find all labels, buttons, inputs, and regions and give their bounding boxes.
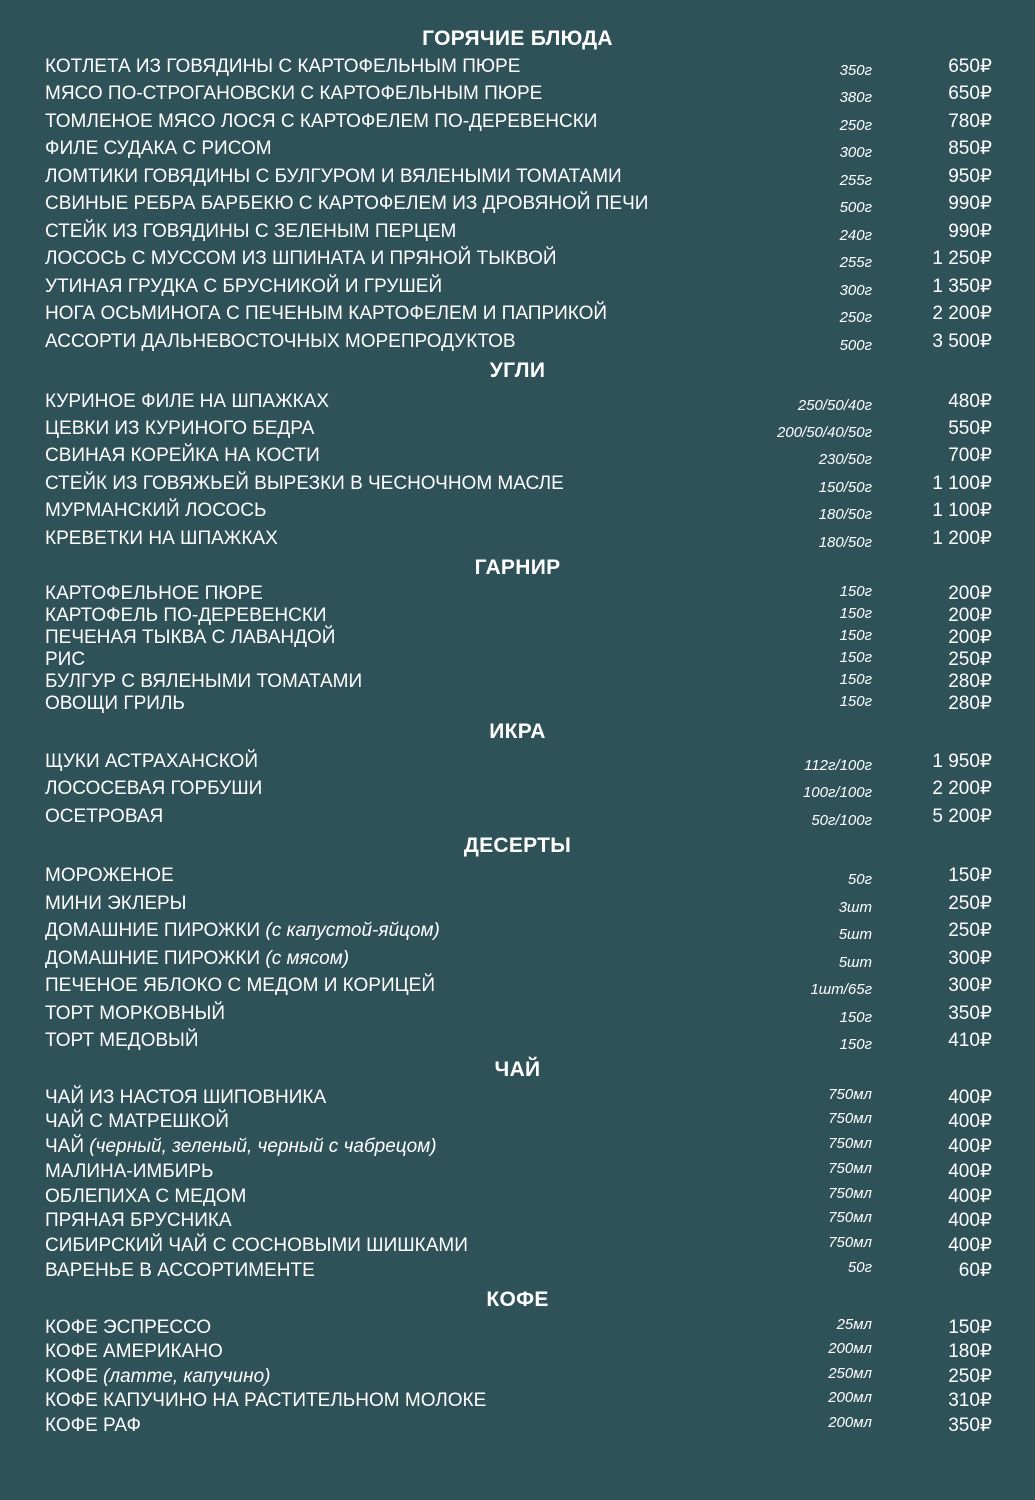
- item-price: 780₽: [948, 111, 992, 132]
- item-weight: 250/50/40г: [797, 397, 872, 414]
- item-price: 250₽: [948, 1366, 992, 1387]
- item-price: 1 250₽: [932, 248, 992, 269]
- item-name-text: ЧАЙ: [45, 1136, 84, 1157]
- item-price: 1 950₽: [932, 751, 992, 772]
- item-name: [45, 165, 622, 189]
- item-name: [45, 692, 185, 716]
- item-weight: 500г: [839, 337, 872, 354]
- item-weight: 150/50г: [818, 479, 872, 496]
- item-price: 60₽: [958, 1260, 992, 1281]
- menu-item: [0, 444, 1035, 468]
- item-price: 1 200₽: [932, 528, 992, 549]
- section-title-grill: УГЛИ: [489, 359, 546, 382]
- item-weight: 180/50г: [818, 506, 872, 523]
- item-price: 300₽: [948, 975, 992, 996]
- item-weight: 750мл: [828, 1160, 872, 1177]
- item-weight: 150г: [839, 649, 872, 666]
- item-price: 1 100₽: [932, 500, 992, 521]
- item-weight: 200мл: [828, 1414, 872, 1431]
- section-title-caviar: ИКРА: [489, 720, 546, 743]
- item-name-text: ДОМАШНИЕ ПИРОЖКИ: [45, 948, 261, 969]
- item-name: [45, 417, 314, 441]
- menu-item: [0, 247, 1035, 271]
- item-weight: 750мл: [828, 1234, 872, 1251]
- item-name: [45, 670, 362, 694]
- item-name-text: ЧАЙ ИЗ НАСТОЯ ШИПОВНИКА: [45, 1087, 327, 1108]
- menu-item: [0, 1160, 1035, 1184]
- item-weight: 300г: [839, 144, 872, 161]
- item-price: 990₽: [948, 221, 992, 242]
- item-weight: 150г: [839, 671, 872, 688]
- item-name-text: ПЕЧЕНОЕ ЯБЛОКО С МЕДОМ И КОРИЦЕЙ: [45, 975, 436, 996]
- item-name-text: ДОМАШНИЕ ПИРОЖКИ: [45, 920, 261, 941]
- menu-item: [0, 892, 1035, 916]
- item-name-text: ФИЛЕ СУДАКА С РИСОМ: [45, 138, 272, 159]
- item-weight: 750мл: [828, 1110, 872, 1127]
- section-title-hot-dishes: ГОРЯЧИЕ БЛЮДА: [422, 27, 613, 50]
- item-price: 400₽: [948, 1136, 992, 1157]
- item-name-text: ОСЕТРОВАЯ: [45, 806, 164, 827]
- item-name-text: КОФЕ РАФ: [45, 1415, 141, 1436]
- item-name-text: МАЛИНА-ИМБИРЬ: [45, 1161, 214, 1182]
- menu-item: [0, 1316, 1035, 1340]
- item-name: [45, 864, 174, 888]
- item-price: 3 500₽: [932, 331, 992, 352]
- item-name: [45, 1185, 246, 1209]
- menu-item: [0, 110, 1035, 134]
- item-weight: 3шт: [838, 899, 872, 916]
- item-name-text: КУРИНОЕ ФИЛЕ НА ШПАЖКАХ: [45, 391, 330, 412]
- item-note: (латте, капучино): [103, 1366, 271, 1387]
- item-name-text: ПЕЧЕНАЯ ТЫКВА С ЛАВАНДОЙ: [45, 627, 336, 648]
- item-name: [45, 777, 262, 801]
- menu-item: [0, 1135, 1035, 1159]
- item-name-text: СТЕЙК ИЗ ГОВЯДИНЫ С ЗЕЛЕНЫМ ПЕРЦЕМ: [45, 221, 457, 242]
- item-name: [45, 1002, 225, 1026]
- item-name: [45, 582, 263, 606]
- item-name: [45, 444, 320, 468]
- item-weight: 750мл: [828, 1209, 872, 1226]
- item-price: 150₽: [948, 865, 992, 886]
- item-name: [45, 805, 163, 829]
- section-title-coffee: КОФЕ: [486, 1288, 549, 1311]
- item-weight: 5шт: [838, 954, 872, 971]
- menu-item: [0, 527, 1035, 551]
- item-name: [45, 1316, 211, 1340]
- item-name: [45, 499, 266, 523]
- item-name-text: ТОРТ МЕДОВЫЙ: [45, 1030, 199, 1051]
- item-price: 300₽: [948, 948, 992, 969]
- menu-item: [0, 1259, 1035, 1283]
- item-weight: 25мл: [836, 1316, 872, 1333]
- item-name: [45, 390, 329, 414]
- menu-item: [0, 472, 1035, 496]
- item-weight: 500г: [839, 199, 872, 216]
- menu-item: [0, 750, 1035, 774]
- item-price: 700₽: [948, 445, 992, 466]
- item-price: 280₽: [948, 693, 992, 714]
- item-weight: 380г: [839, 89, 872, 106]
- item-name-text: СТЕЙК ИЗ ГОВЯЖЬЕЙ ВЫРЕЗКИ В ЧЕСНОЧНОМ МАСЛЕ: [45, 473, 564, 494]
- item-weight: 255г: [839, 254, 872, 271]
- item-name-text: ЛОСОСЬ С МУССОМ ИЗ ШПИНАТА И ПРЯНОЙ ТЫКВОЙ: [45, 248, 557, 269]
- item-name: [45, 1365, 270, 1389]
- menu-item: [0, 1340, 1035, 1364]
- item-name-text: МЯСО ПО-СТРОГАНОВСКИ С КАРТОФЕЛЬНЫМ ПЮРЕ: [45, 83, 543, 104]
- menu-item: [0, 947, 1035, 971]
- item-name: [45, 192, 648, 216]
- item-name: [45, 275, 442, 299]
- item-weight: 5шт: [838, 926, 872, 943]
- item-name-text: МИНИ ЭКЛЕРЫ: [45, 893, 187, 914]
- menu-item: [0, 974, 1035, 998]
- item-weight: 750мл: [828, 1086, 872, 1103]
- item-name-text: КОФЕ ЭСПРЕССО: [45, 1317, 212, 1338]
- item-name: [45, 1414, 141, 1438]
- item-name: [45, 330, 516, 354]
- item-name: [45, 947, 349, 971]
- item-price: 400₽: [948, 1186, 992, 1207]
- menu-item: [0, 777, 1035, 801]
- item-weight: 250г: [839, 117, 872, 134]
- item-name-text: ОВОЩИ ГРИЛЬ: [45, 693, 185, 714]
- item-price: 480₽: [948, 391, 992, 412]
- menu-item: [0, 1029, 1035, 1053]
- item-name-text: КОФЕ АМЕРИКАНО: [45, 1341, 223, 1362]
- item-price: 5 200₽: [932, 806, 992, 827]
- item-name-text: НОГА ОСЬМИНОГА С ПЕЧЕНЫМ КАРТОФЕЛЕМ И ПАПРИКОЙ: [45, 303, 608, 324]
- item-name-text: ПРЯНАЯ БРУСНИКА: [45, 1210, 232, 1231]
- menu-item: [0, 220, 1035, 244]
- item-weight: 150г: [839, 1036, 872, 1053]
- menu-item: [0, 1209, 1035, 1233]
- item-price: 200₽: [948, 583, 992, 604]
- item-price: 400₽: [948, 1210, 992, 1231]
- item-weight: 150г: [839, 627, 872, 644]
- menu-item: [0, 805, 1035, 829]
- item-price: 350₽: [948, 1003, 992, 1024]
- menu-item: [0, 165, 1035, 189]
- item-name-text: КАРТОФЕЛЬНОЕ ПЮРЕ: [45, 583, 263, 604]
- item-name: [45, 648, 85, 672]
- item-name-text: ЛОМТИКИ ГОВЯДИНЫ С БУЛГУРОМ И ВЯЛЕНЫМИ ТОМАТАМИ: [45, 166, 622, 187]
- item-name: [45, 82, 542, 106]
- item-name-text: ТОМЛЕНОЕ МЯСО ЛОСЯ С КАРТОФЕЛЕМ ПО-ДЕРЕВЕНСКИ: [45, 111, 598, 132]
- item-weight: 300г: [839, 282, 872, 299]
- item-name-text: СВИНЫЕ РЕБРА БАРБЕКЮ С КАРТОФЕЛЕМ ИЗ ДРОВЯНОЙ ПЕЧИ: [45, 193, 649, 214]
- menu-item: [0, 1234, 1035, 1258]
- item-price: 350₽: [948, 1415, 992, 1436]
- menu-item: [0, 55, 1035, 79]
- item-note: (с мясом): [265, 948, 350, 969]
- item-name: [45, 137, 272, 161]
- item-price: 200₽: [948, 605, 992, 626]
- item-price: 310₽: [948, 1390, 992, 1411]
- menu-item: [0, 499, 1035, 523]
- item-name-text: МОРОЖЕНОЕ: [45, 865, 174, 886]
- menu-item: [0, 417, 1035, 441]
- item-name-text: ОБЛЕПИХА С МЕДОМ: [45, 1186, 247, 1207]
- menu-item: [0, 390, 1035, 414]
- item-name: [45, 1234, 468, 1258]
- item-name-text: ТОРТ МОРКОВНЫЙ: [45, 1003, 226, 1024]
- item-price: 280₽: [948, 671, 992, 692]
- item-name: [45, 1209, 232, 1233]
- item-name: [45, 1340, 223, 1364]
- item-weight: 100г/100г: [802, 784, 872, 801]
- item-weight: 230/50г: [818, 451, 872, 468]
- menu-item: [0, 1365, 1035, 1389]
- item-weight: 250мл: [828, 1365, 872, 1382]
- item-note: (с капустой-яйцом): [265, 920, 440, 941]
- item-price: 1 350₽: [932, 276, 992, 297]
- item-weight: 750мл: [828, 1185, 872, 1202]
- item-weight: 1шт/65г: [810, 981, 872, 998]
- item-name: [45, 1086, 326, 1110]
- item-name: [45, 750, 258, 774]
- item-weight: 200мл: [828, 1389, 872, 1406]
- item-price: 650₽: [948, 56, 992, 77]
- menu-item: [0, 582, 1035, 606]
- item-name: [45, 604, 327, 628]
- menu-item: [0, 275, 1035, 299]
- menu-item: [0, 330, 1035, 354]
- menu-item: [0, 1110, 1035, 1134]
- item-name: [45, 919, 440, 943]
- item-price: 250₽: [948, 649, 992, 670]
- item-name-text: БУЛГУР С ВЯЛЕНЫМИ ТОМАТАМИ: [45, 671, 363, 692]
- section-title-tea: ЧАЙ: [494, 1058, 541, 1081]
- item-name-text: КОФЕ: [45, 1366, 98, 1387]
- item-weight: 150г: [839, 693, 872, 710]
- item-price: 950₽: [948, 166, 992, 187]
- menu-item: [0, 864, 1035, 888]
- menu-item: [0, 604, 1035, 628]
- item-name-text: АССОРТИ ДАЛЬНЕВОСТОЧНЫХ МОРЕПРОДУКТОВ: [45, 331, 516, 352]
- item-weight: 50г: [847, 1259, 872, 1276]
- menu-item: [0, 648, 1035, 672]
- item-name-text: СВИНАЯ КОРЕЙКА НА КОСТИ: [45, 445, 320, 466]
- item-price: 200₽: [948, 627, 992, 648]
- menu-item: [0, 137, 1035, 161]
- item-name: [45, 892, 187, 916]
- item-name-text: КРЕВЕТКИ НА ШПАЖКАХ: [45, 528, 278, 549]
- item-price: 410₽: [948, 1030, 992, 1051]
- item-name-text: ЩУКИ АСТРАХАНСКОЙ: [45, 751, 258, 772]
- item-weight: 150г: [839, 583, 872, 600]
- item-weight: 240г: [839, 227, 872, 244]
- item-weight: 750мл: [828, 1135, 872, 1152]
- menu-item: [0, 1185, 1035, 1209]
- menu-item: [0, 1002, 1035, 1026]
- item-name: [45, 220, 456, 244]
- item-name-text: СИБИРСКИЙ ЧАЙ С СОСНОВЫМИ ШИШКАМИ: [45, 1235, 468, 1256]
- item-name-text: ЦЕВКИ ИЗ КУРИНОГО БЕДРА: [45, 418, 315, 439]
- item-weight: 50г: [847, 871, 872, 888]
- item-name-text: КОФЕ КАПУЧИНО НА РАСТИТЕЛЬНОМ МОЛОКЕ: [45, 1390, 487, 1411]
- item-weight: 150г: [839, 1009, 872, 1026]
- menu-item: [0, 670, 1035, 694]
- item-name: [45, 1259, 315, 1283]
- item-price: 400₽: [948, 1087, 992, 1108]
- item-weight: 250г: [839, 309, 872, 326]
- item-weight: 112г/100г: [804, 757, 872, 774]
- menu-item: [0, 82, 1035, 106]
- item-price: 990₽: [948, 193, 992, 214]
- item-name-text: РИС: [45, 649, 86, 670]
- item-weight: 50г/100г: [811, 812, 872, 829]
- item-name: [45, 1160, 214, 1184]
- menu-item: [0, 1389, 1035, 1413]
- item-name: [45, 1029, 199, 1053]
- item-name: [45, 1135, 437, 1159]
- menu-item: [0, 1414, 1035, 1438]
- item-price: 2 200₽: [932, 303, 992, 324]
- item-price: 2 200₽: [932, 778, 992, 799]
- item-price: 650₽: [948, 83, 992, 104]
- item-name: [45, 55, 520, 79]
- item-name: [45, 472, 564, 496]
- item-price: 850₽: [948, 138, 992, 159]
- item-weight: 255г: [839, 172, 872, 189]
- menu-item: [0, 302, 1035, 326]
- item-name: [45, 974, 435, 998]
- item-name: [45, 1110, 229, 1134]
- item-price: 250₽: [948, 920, 992, 941]
- item-price: 1 100₽: [932, 473, 992, 494]
- item-price: 550₽: [948, 418, 992, 439]
- item-price: 180₽: [948, 1341, 992, 1362]
- item-name-text: ЧАЙ С МАТРЕШКОЙ: [45, 1111, 229, 1132]
- item-weight: 200/50/40/50г: [777, 424, 872, 441]
- item-weight: 350г: [839, 62, 872, 79]
- item-name-text: ВАРЕНЬЕ В АССОРТИМЕНТЕ: [45, 1260, 315, 1281]
- menu-item: [0, 919, 1035, 943]
- item-name-text: МУРМАНСКИЙ ЛОСОСЬ: [45, 500, 267, 521]
- item-name: [45, 110, 597, 134]
- menu-item: [0, 1086, 1035, 1110]
- item-name: [45, 302, 607, 326]
- item-name: [45, 247, 557, 271]
- item-price: 150₽: [948, 1317, 992, 1338]
- item-name-text: КАРТОФЕЛЬ ПО-ДЕРЕВЕНСКИ: [45, 605, 327, 626]
- item-weight: 200мл: [828, 1340, 872, 1357]
- item-name-text: КОТЛЕТА ИЗ ГОВЯДИНЫ С КАРТОФЕЛЬНЫМ ПЮРЕ: [45, 56, 521, 77]
- section-title-desserts: ДЕСЕРТЫ: [463, 834, 572, 857]
- menu-item: [0, 692, 1035, 716]
- item-name-text: УТИНАЯ ГРУДКА С БРУСНИКОЙ И ГРУШЕЙ: [45, 276, 443, 297]
- item-name-text: ЛОСОСЕВАЯ ГОРБУШИ: [45, 778, 263, 799]
- item-weight: 180/50г: [818, 534, 872, 551]
- item-price: 400₽: [948, 1111, 992, 1132]
- item-price: 250₽: [948, 893, 992, 914]
- item-price: 400₽: [948, 1161, 992, 1182]
- item-name: [45, 1389, 486, 1413]
- item-name: [45, 527, 278, 551]
- item-name: [45, 626, 335, 650]
- menu-item: [0, 192, 1035, 216]
- item-weight: 150г: [839, 605, 872, 622]
- section-title-sides: ГАРНИР: [474, 556, 561, 579]
- item-price: 400₽: [948, 1235, 992, 1256]
- item-note: (черный, зеленый, черный с чабрецом): [89, 1136, 437, 1157]
- menu-item: [0, 626, 1035, 650]
